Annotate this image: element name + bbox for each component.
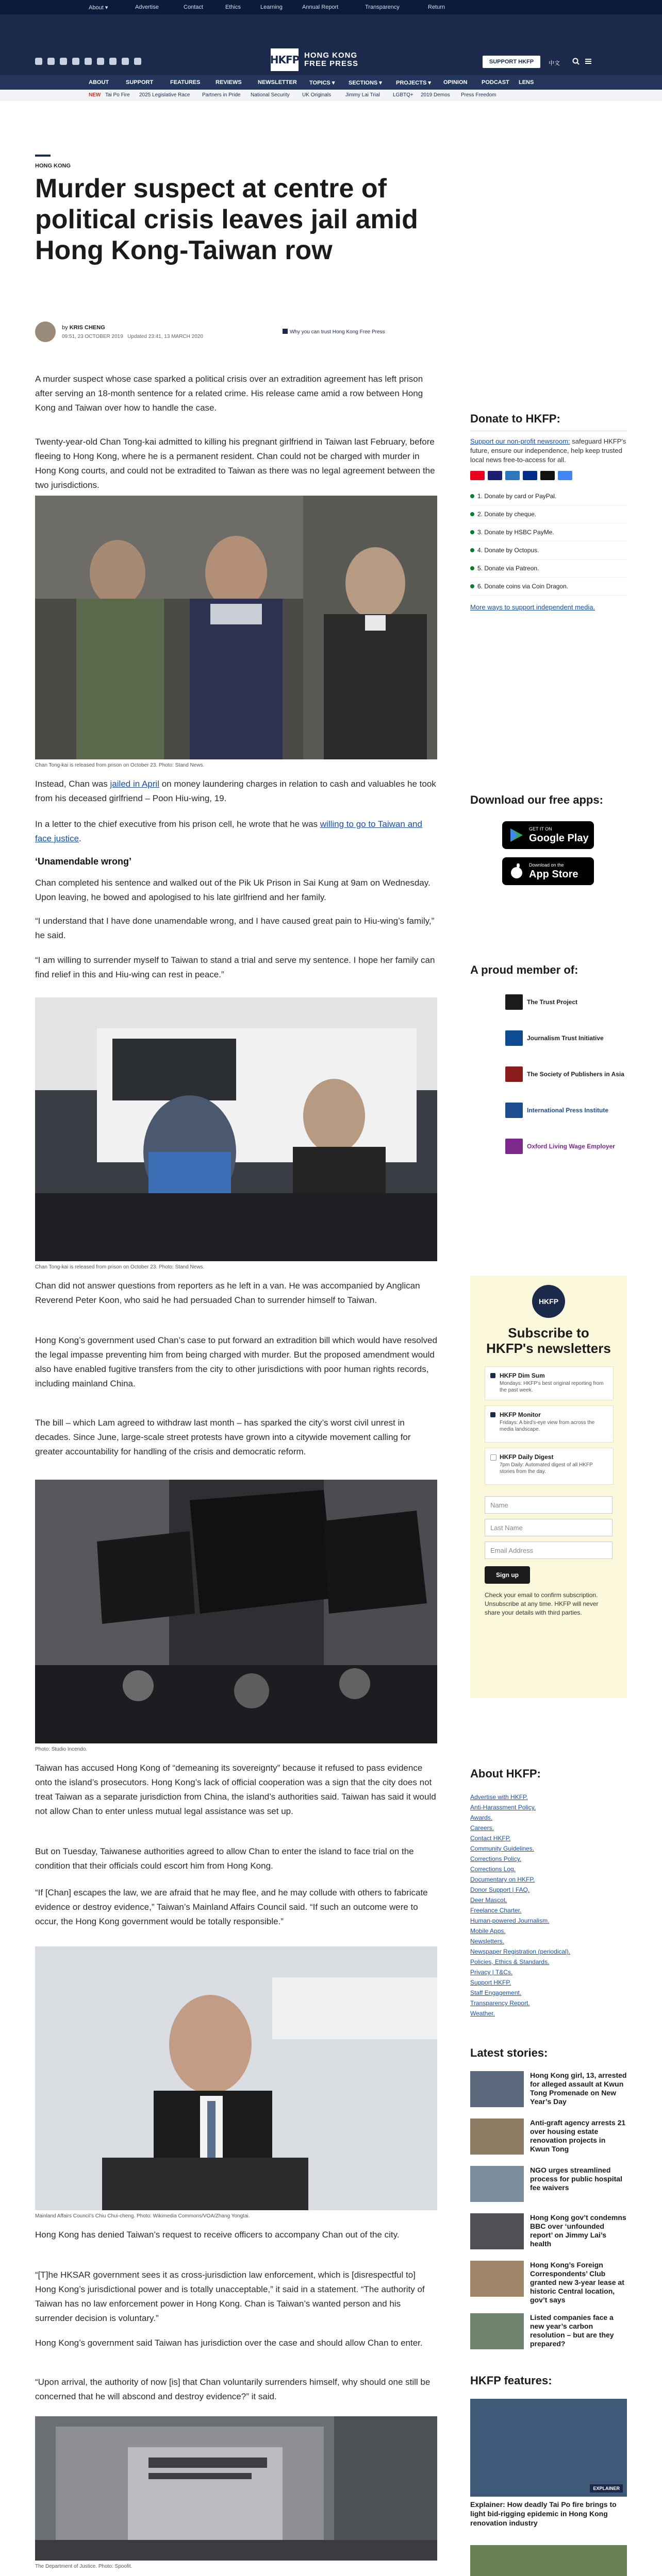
- about-link[interactable]: Careers.: [470, 1824, 494, 1832]
- nav-features[interactable]: FEATURES: [170, 79, 201, 86]
- nav-newsletter[interactable]: NEWSLETTER: [258, 79, 297, 86]
- checkbox-icon[interactable]: [490, 1373, 495, 1378]
- paragraph: Twenty-year-old Chan Tong-kai admitted to killing his pregnant girlfriend in Taiwan last February, before fleeing to Hong Kong, where he is a permanent resident. Chan could not be charged with murder in Hong Kong courts, and could not be extradited to Taiwan as there was no legal agreement between the two jurisdictions.: [35, 437, 435, 490]
- support-newsroom-link[interactable]: Support our non-profit newsroom:: [470, 437, 570, 445]
- radio-icon: [470, 494, 474, 498]
- newsletter-note: Check your email to confirm subscription. Unsubscribe at any time. HKFP will never share your details with third parties.: [485, 1591, 599, 1616]
- radio-icon: [470, 548, 474, 552]
- nav-about[interactable]: ABOUT: [89, 79, 109, 86]
- feature-image[interactable]: [470, 2399, 627, 2497]
- about-link[interactable]: Newspaper Registration (periodical).: [470, 1948, 571, 1955]
- mastercard-icon: [470, 471, 485, 480]
- youtube-icon[interactable]: [97, 58, 104, 65]
- about-link[interactable]: Human-powered Journalism.: [470, 1917, 550, 1924]
- donate-box: [470, 412, 627, 612]
- photo-caption: Photo: Studio Incendo.: [35, 1747, 88, 1752]
- author-name[interactable]: by KRIS CHENG: [62, 325, 105, 331]
- jailed-in-april-link[interactable]: jailed in April: [110, 779, 159, 789]
- trust-link[interactable]: Why you can trust Hong Kong Free Press: [283, 329, 385, 335]
- story-thumbnail[interactable]: [470, 2313, 524, 2349]
- about-link[interactable]: Transparency Report.: [470, 1999, 530, 2007]
- mastodon-icon[interactable]: [122, 58, 129, 65]
- latest-story[interactable]: Anti-graft agency arrests 21 over housing estate renovation projects in Kwun Tong: [470, 2119, 627, 2160]
- ipi-logo: [505, 1103, 523, 1118]
- name-field[interactable]: Name: [485, 1496, 613, 1514]
- newsletter-box: [470, 1276, 627, 1698]
- applepay-icon: [540, 471, 555, 480]
- google-play-icon: [509, 827, 524, 843]
- tag-item[interactable]: National Security: [251, 92, 290, 98]
- paragraph: Hong Kong’s government used Chan’s case to put forward an extradition bill which would have resolved the legal impasse preventing him from being charged with murder. But the proposed amendment would also have enabled fugitive transfers from the city to other jurisdictions with poor human rights records, including mainland China.: [35, 1335, 437, 1388]
- about-link[interactable]: Privacy | T&Cs.: [470, 1969, 513, 1976]
- site-header: [0, 14, 662, 75]
- threads-icon[interactable]: [72, 58, 79, 65]
- photo-protest-flags: [35, 1480, 437, 1743]
- about-link[interactable]: Documentary on HKFP.: [470, 1876, 535, 1883]
- explainer-badge: EXPLAINER: [590, 2484, 623, 2493]
- photo-caption: The Department of Justice. Photo: Spoofit.: [35, 2564, 133, 2569]
- article-photo: [35, 997, 437, 1261]
- members-title: A proud member of:: [470, 963, 578, 976]
- byline: [35, 321, 427, 342]
- latest-story[interactable]: Hong Kong gov’t condemns BBC over ‘unfounded report’ on Jimmy Lai’s health: [470, 2213, 627, 2255]
- tag-item[interactable]: LGBTQ+: [393, 92, 413, 98]
- topbar-advertise[interactable]: Advertise: [135, 4, 159, 10]
- author-avatar[interactable]: [35, 321, 56, 342]
- story-thumbnail[interactable]: [470, 2119, 524, 2155]
- email-field[interactable]: Email Address: [485, 1541, 613, 1559]
- menu-icon[interactable]: [585, 58, 592, 65]
- latest-story[interactable]: Hong Kong girl, 13, arrested for alleged assault at Kwun Tong Promenade on New Year’s Day: [470, 2071, 627, 2112]
- article-section[interactable]: HONG KONG: [35, 163, 71, 169]
- nav-projects[interactable]: PROJECTS ▾: [396, 80, 431, 86]
- member-trust-project[interactable]: The Trust Project: [505, 994, 577, 1010]
- living-wage-logo: [505, 1139, 523, 1154]
- radio-icon: [470, 530, 474, 534]
- story-thumbnail[interactable]: [470, 2213, 524, 2249]
- googlepay-icon: [558, 471, 572, 480]
- donate-title: Donate to HKFP:: [470, 412, 560, 425]
- nav-opinion[interactable]: OPINION: [443, 79, 468, 86]
- about-link[interactable]: Policies, Ethics & Standards.: [470, 1958, 550, 1965]
- photo-caption: Chan Tong-kai is released from prison on October 23. Photo: Stand News.: [35, 1264, 205, 1270]
- site-logo-text[interactable]: [304, 52, 358, 68]
- paragraph: Chan completed his sentence and walked out of the Pik Uk Prison in Sai Kung at 9am on Wednesday. Upon leaving, he bowed and apologised to his late girlfriend and her family.: [35, 878, 431, 902]
- about-link[interactable]: Weather.: [470, 2010, 495, 2017]
- about-link[interactable]: Freelance Charter.: [470, 1907, 522, 1914]
- feature-story[interactable]: EXPLAINER Explainer: How deadly Tai Po fire brings to light bid-rigging epidemic in Hong Kong renovation industry: [470, 2399, 627, 2528]
- donate-options: [470, 487, 627, 596]
- article-photo: [35, 2416, 437, 2561]
- signup-button[interactable]: Sign up: [485, 1566, 530, 1584]
- photo-chan-release-1: [35, 496, 437, 759]
- photo-caption: Mainland Affairs Council’s Chiu Chui-cheng. Photo: Wikimedia Commons/VOA/Zhang Yongtai.: [35, 2213, 250, 2219]
- last-name-field[interactable]: Last Name: [485, 1519, 613, 1536]
- latest-story[interactable]: Listed companies face a new year’s carbon resolution – but are they prepared?: [470, 2313, 627, 2354]
- newsletter-option-dim-sum[interactable]: HKFP Dim Sum Mondays: HKFP's best original reporting from the past week.: [485, 1366, 614, 1400]
- logo-line-2: FREE PRESS: [304, 59, 359, 68]
- checkbox-icon[interactable]: [490, 1412, 495, 1417]
- paragraph: “I am willing to surrender myself to Taiwan to stand a trial and serve my sentence. I hope her family can find relief in this and Hiu-wing can rest in peace.”: [35, 955, 435, 979]
- about-link[interactable]: Contact HKFP.: [470, 1835, 511, 1842]
- paypal-icon: [523, 471, 537, 480]
- member-ipi[interactable]: International Press Institute: [505, 1103, 608, 1118]
- visa-icon: [488, 471, 502, 480]
- article-title: Murder suspect at centre of political crisis leaves jail amid Hong Kong-Taiwan row: [35, 174, 418, 265]
- member-sopa[interactable]: The Society of Publishers in Asia: [505, 1066, 624, 1082]
- paragraph: “[T]he HKSAR government sees it as cross-jurisdiction law enforcement, which is [disrespectful to] Hong Kong’s jurisdictional power and is totally unacceptable,” it said in a statement. “The authority of Taiwan has no law enforcement power in Hong Kong. Chan is Taiwan’s wanted person and his surrender decision is voluntary.”: [35, 2270, 425, 2323]
- photo-chan-release-2: [35, 997, 437, 1261]
- tag-item[interactable]: Tai Po Fire: [105, 92, 130, 98]
- top-bar: [0, 0, 662, 14]
- about-link[interactable]: Anti-Harassment Policy.: [470, 1804, 536, 1811]
- willing-to-go-link[interactable]: willing to go to Taiwan and face justice: [35, 819, 422, 843]
- tags-new-label: NEW: [89, 92, 101, 98]
- subheading: ‘Unamendable wrong’: [35, 856, 132, 867]
- paragraph: “Upon arrival, the authority of now [is] that Chan voluntarily surrenders himself, why should one still be concerned that he will abscond and destroy evidence?” it said.: [35, 2377, 431, 2401]
- apps-title: Download our free apps:: [470, 793, 603, 806]
- main-nav: [0, 75, 662, 90]
- nav-support[interactable]: SUPPORT: [126, 79, 154, 86]
- about-link[interactable]: Corrections Log.: [470, 1866, 516, 1873]
- payment-icons: [470, 471, 627, 480]
- trust-icon: [283, 329, 288, 334]
- topbar-learning[interactable]: Learning: [260, 4, 283, 10]
- linkedin-icon[interactable]: [85, 58, 92, 65]
- feature-image[interactable]: [470, 2545, 627, 2576]
- nav-sections[interactable]: SECTIONS ▾: [349, 80, 382, 86]
- paragraph: The bill – which Lam agreed to withdraw last month – has sparked the city’s worst civil unrest in decades. Since June, large-scale street protests have grown into a citywide movement calling for greater accountability for handling of the crisis and democratic reform.: [35, 1418, 411, 1456]
- paragraph: Hong Kong has denied Taiwan’s request to receive officers to accompany Chan out of the city.: [35, 2230, 400, 2240]
- article-dates: [62, 334, 203, 340]
- language-switch[interactable]: 中文: [549, 60, 560, 66]
- search-icon[interactable]: [572, 58, 580, 65]
- nav-reviews[interactable]: REVIEWS: [216, 79, 242, 86]
- article-photo: [35, 1480, 437, 1743]
- about-link[interactable]: Community Guidelines.: [470, 1845, 535, 1852]
- article-photo: [35, 496, 437, 759]
- apple-icon: [509, 863, 524, 879]
- tag-item[interactable]: UK Originals: [302, 92, 332, 98]
- topbar-ethics[interactable]: Ethics: [225, 4, 241, 10]
- paragraph: But on Tuesday, Taiwanese authorities agreed to allow Chan to enter the island to face trial on the condition that their officials could escort him from Hong Kong.: [35, 1846, 414, 1871]
- amex-icon: [505, 471, 520, 480]
- about-title: About HKFP:: [470, 1767, 541, 1780]
- checkbox-icon[interactable]: [490, 1454, 496, 1461]
- tag-item[interactable]: 2019 Demos: [421, 92, 450, 98]
- paragraph: Hong Kong’s government said Taiwan has jurisdiction over the case and should allow Chan to enter.: [35, 2338, 423, 2348]
- photo-department-of-justice: [35, 2416, 437, 2561]
- tag-item[interactable]: Partners in Pride: [202, 92, 241, 98]
- radio-icon: [470, 584, 474, 588]
- donate-option[interactable]: 4. Donate by Octopus.: [470, 541, 627, 560]
- bluesky-icon[interactable]: [109, 58, 117, 65]
- about-link[interactable]: Staff Engagement.: [470, 1989, 522, 1996]
- topbar-contact[interactable]: Contact: [184, 4, 203, 10]
- about-link[interactable]: Mobile Apps.: [470, 1927, 506, 1935]
- about-link[interactable]: Deer Mascot.: [470, 1896, 507, 1904]
- donate-option[interactable]: 3. Donate by HSBC PayMe.: [470, 523, 627, 541]
- about-links: [470, 1792, 627, 2019]
- social-icons: [35, 58, 141, 65]
- nav-topics[interactable]: TOPICS ▾: [309, 80, 335, 86]
- apps-box: [470, 793, 627, 896]
- paragraph: “If [Chan] escapes the law, we are afraid that he may flee, and he may collude with others to fabricate evidence or destroy evidence,” Taiwan’s Mainland Affairs Council said. “If such an outcome were to occur, the Hong Kong government would be totally responsible.”: [35, 1888, 428, 1926]
- latest-title: Latest stories:: [470, 2046, 548, 2059]
- topbar-return[interactable]: Return: [428, 4, 445, 10]
- trending-tags: [0, 90, 662, 101]
- radio-icon: [470, 512, 474, 516]
- newsletter-logo: HKFP: [532, 1285, 565, 1318]
- x-icon[interactable]: [47, 58, 55, 65]
- article-photo: [35, 1946, 437, 2210]
- trust-project-logo: [505, 994, 523, 1010]
- photo-chiu-chui-cheng: [35, 1946, 437, 2210]
- telegram-icon[interactable]: [134, 58, 141, 65]
- section-rule: [35, 155, 51, 157]
- sopa-logo: [505, 1066, 523, 1082]
- topbar-annual-report[interactable]: Annual Report: [302, 4, 339, 10]
- members-box: [470, 963, 627, 1200]
- paragraph: Taiwan has accused Hong Kong of “demeaning its sovereignty” because it refused to pass evidence onto the island’s prosecutors. Hong Kong’s lack of official cooperation was a sign that the city does not treat Taiwan as a separate jurisdiction from China, the island’s authorities said. Taiwan has said it would not allow Chan to enter unless mutual legal assistance was set up.: [35, 1763, 436, 1816]
- app-store-button[interactable]: Download on the App Store: [502, 857, 594, 885]
- tag-item[interactable]: Jimmy Lai Trial: [345, 92, 380, 98]
- about-link[interactable]: Advertise with HKFP.: [470, 1793, 528, 1801]
- topbar-transparency[interactable]: Transparency: [365, 4, 400, 10]
- google-play-button[interactable]: GET IT ON Google Play: [502, 821, 594, 849]
- about-link[interactable]: Newsletters.: [470, 1938, 505, 1945]
- feature-story[interactable]: [470, 2545, 627, 2576]
- newsletter-title: Subscribe to HKFP's newsletters: [486, 1325, 611, 1356]
- paragraph: “I understand that I have done unamendable wrong, and I have caused great pain to Hiu-wing’s family,” he said.: [35, 916, 435, 940]
- latest-title-box: [470, 2046, 627, 2060]
- paragraph: A murder suspect whose case sparked a political crisis over an extradition agreement has left prison after serving an 18-month sentence for a related crime. His release came amid a row between Hong Kong and Taiwan over how to handle the case.: [35, 374, 423, 413]
- logo-line-1: HONG KONG: [304, 51, 358, 60]
- latest-story[interactable]: Hong Kong’s Foreign Correspondents’ Club granted new 3-year lease at historic Central location, gov’t says: [470, 2261, 627, 2302]
- newsletter-option-monitor[interactable]: HKFP Monitor Fridays: A bird's-eye view from across the media landscape.: [485, 1405, 614, 1443]
- tag-item[interactable]: 2025 Legislative Race: [139, 92, 190, 98]
- paragraph: In a letter to the chief executive from his prison cell, he wrote that he was willing to go to Taiwan and face justice.: [35, 819, 422, 843]
- donate-option[interactable]: 2. Donate by cheque.: [470, 505, 627, 523]
- radio-icon: [470, 566, 474, 570]
- photo-caption: Chan Tong-kai is released from prison on October 23. Photo: Stand News.: [35, 762, 205, 768]
- paragraph: Chan did not answer questions from reporters as he left in a van. He was accompanied by Anglican Reverend Peter Koon, who said he had persuaded Chan to surrender himself to Taiwan.: [35, 1281, 420, 1305]
- site-logo[interactable]: HKFP: [271, 48, 299, 71]
- latest-story[interactable]: NGO urges streamlined process for public hospital fee waivers: [470, 2166, 627, 2207]
- donate-text: Support our non-profit newsroom: safeguard HKFP's future, ensure our independence, help keep trusted local news free-to-access for all.: [470, 437, 626, 464]
- features-title-box: [470, 2374, 627, 2387]
- story-thumbnail[interactable]: [470, 2071, 524, 2107]
- support-hkfp-button[interactable]: SUPPORT HKFP: [483, 56, 540, 68]
- member-jti[interactable]: Journalism Trust Initiative: [505, 1030, 604, 1046]
- jti-logo: [505, 1030, 523, 1046]
- about-link[interactable]: Awards.: [470, 1814, 493, 1821]
- donate-option[interactable]: 6. Donate coins via Coin Dragon.: [470, 578, 627, 596]
- about-link[interactable]: Corrections Policy.: [470, 1855, 522, 1862]
- member-living-wage[interactable]: Oxford Living Wage Employer: [505, 1139, 615, 1154]
- story-thumbnail[interactable]: [470, 2261, 524, 2297]
- published-date: 09:51, 23 OCTOBER 2019: [62, 334, 123, 340]
- updated-date: Updated 23:41, 13 MARCH 2020: [127, 334, 203, 340]
- topbar-about[interactable]: About ▾: [89, 5, 108, 11]
- about-title-box: [470, 1767, 627, 1781]
- donate-option[interactable]: 5. Donate via Patreon.: [470, 560, 627, 578]
- nav-lens[interactable]: LENS: [519, 79, 534, 86]
- donate-option[interactable]: 1. Donate by card or PayPal.: [470, 487, 627, 505]
- instagram-icon[interactable]: [60, 58, 67, 65]
- story-thumbnail[interactable]: [470, 2166, 524, 2202]
- facebook-icon[interactable]: [35, 58, 42, 65]
- about-link[interactable]: Donor Support | FAQ.: [470, 1886, 530, 1893]
- newsletter-option-daily-digest[interactable]: HKFP Daily Digest 7pm Daily: Automated digest of all HKFP stories from the day.: [485, 1448, 614, 1485]
- about-link[interactable]: Support HKFP.: [470, 1979, 511, 1986]
- paragraph: Instead, Chan was jailed in April on money laundering charges in relation to cash and valuables he took from his deceased girlfriend – Poon Hiu-wing, 19.: [35, 779, 436, 803]
- features-title: HKFP features:: [470, 2374, 552, 2387]
- nav-podcast[interactable]: PODCAST: [482, 79, 509, 86]
- more-ways-link[interactable]: More ways to support independent media.: [470, 603, 595, 611]
- tag-item[interactable]: Press Freedom: [461, 92, 496, 98]
